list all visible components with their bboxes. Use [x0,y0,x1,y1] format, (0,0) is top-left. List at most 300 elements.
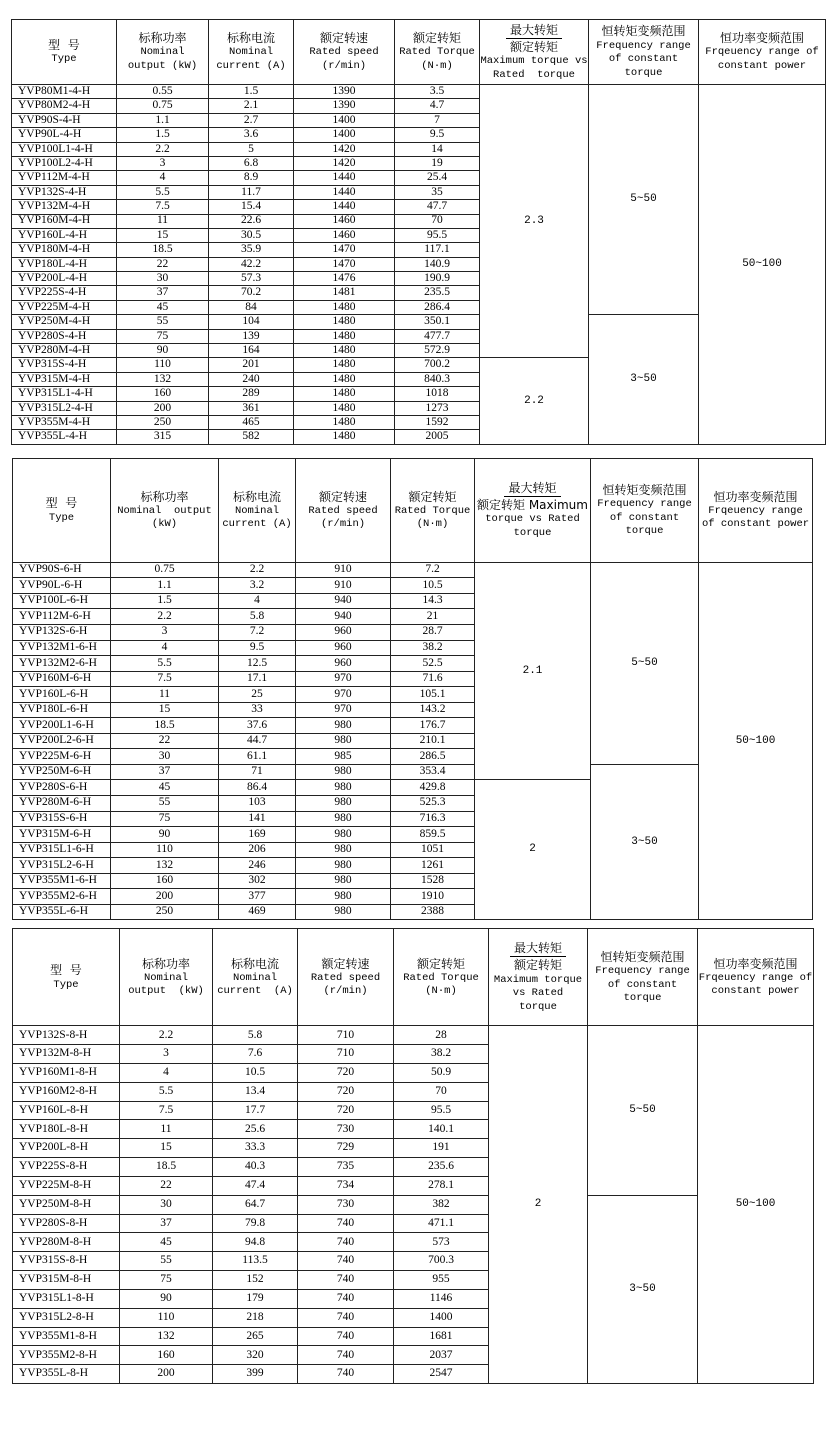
column-header-line: Frequency range [595,964,690,977]
value-cell: 2.2 [120,1026,213,1045]
column-header-line: current (A) [216,60,286,73]
value-cell: 469 [219,904,296,920]
value-cell: 0.55 [117,85,209,99]
column-header-line: constant power [717,60,807,73]
value-cell: 95.5 [394,1101,489,1120]
model-cell: YVP132M2-6-H [13,656,111,672]
header-row [13,458,813,562]
value-cell: 71 [219,764,296,780]
model-cell: YVP160L-6-H [13,687,111,703]
value-cell: 730 [298,1120,394,1139]
value-cell: 3.6 [209,128,294,142]
value-cell: 2037 [394,1346,489,1365]
value-cell: 5.5 [111,656,219,672]
value-cell: 382 [394,1195,489,1214]
model-cell: YVP280M-6-H [13,795,111,811]
column-header-line: Frequency range [596,39,691,52]
value-cell: 70 [394,1082,489,1101]
column-header-type [13,929,120,1026]
value-cell: 8.9 [209,171,294,185]
value-cell: 75 [117,329,209,343]
value-cell: 4 [120,1064,213,1083]
ratio-merged-cell: 2.2 [480,358,589,444]
value-cell: 1910 [391,889,475,905]
column-header-output [117,20,209,85]
value-cell: 18.5 [117,243,209,257]
value-cell: 9.5 [395,128,480,142]
value-cell: 1480 [294,300,395,314]
value-cell: 4 [219,593,296,609]
value-cell: 477.7 [395,329,480,343]
value-cell: 25.6 [213,1120,298,1139]
column-header-line: 标称电流 [226,31,275,46]
value-cell: 37.6 [219,718,296,734]
value-cell: 37 [120,1214,213,1233]
column-header-line: Rated speed [308,504,378,517]
column-header-line: 标称功率 [141,956,190,971]
value-cell: 55 [120,1252,213,1271]
value-cell: 18.5 [120,1158,213,1177]
value-cell: 113.5 [213,1252,298,1271]
value-cell: 1261 [391,858,475,874]
column-header-line: output (kW) [127,60,198,73]
value-cell: 11.7 [209,185,294,199]
value-cell: 1.1 [117,113,209,127]
column-header-line: Rated Torque [403,971,479,984]
const-power-merged-cell: 50~100 [699,562,813,920]
column-header-line: Frqeuency range of [705,46,819,59]
value-cell: 710 [298,1045,394,1064]
value-cell: 302 [219,873,296,889]
column-header-line: (kW) [151,518,178,531]
value-cell: 1470 [294,257,395,271]
value-cell: 0.75 [117,99,209,113]
value-cell: 960 [296,656,391,672]
value-cell: 1480 [294,401,395,415]
column-header-type [12,20,117,85]
model-cell: YVP355L-4-H [12,430,117,444]
column-header-line: of constant [607,978,678,991]
column-header-line: Type [51,53,77,66]
ratio-merged-cell: 2 [475,780,591,920]
value-cell: 960 [296,624,391,640]
value-cell: 40.3 [213,1158,298,1177]
column-header-speed [296,458,391,562]
model-cell: YVP200L-4-H [12,272,117,286]
column-header-output [111,458,219,562]
value-cell: 30.5 [209,228,294,242]
column-header-line: Rated Torque [394,504,471,517]
value-cell: 1420 [294,142,395,156]
model-cell: YVP200L-8-H [13,1139,120,1158]
model-cell: YVP355M1-8-H [13,1327,120,1346]
model-cell: YVP132S-8-H [13,1026,120,1045]
value-cell: 1476 [294,272,395,286]
column-header-line: Rated Torque [399,46,475,59]
value-cell: 160 [117,387,209,401]
value-cell: 265 [213,1327,298,1346]
value-cell: 200 [111,889,219,905]
value-cell: 980 [296,873,391,889]
value-cell: 729 [298,1139,394,1158]
value-cell: 2.2 [117,142,209,156]
column-header-current [209,20,294,85]
value-cell: 840.3 [395,372,480,386]
value-cell: 169 [219,827,296,843]
column-header-line: Rated torque [493,68,575,81]
value-cell: 37 [117,286,209,300]
column-header-line: torque [513,526,552,539]
value-cell: 1400 [394,1308,489,1327]
model-cell: YVP315M-8-H [13,1271,120,1290]
value-cell: 7 [395,113,480,127]
model-cell: YVP315S-4-H [12,358,117,372]
value-cell: 240 [209,372,294,386]
column-header-line: 标称功率 [138,31,187,46]
const-torque-merged-cell: 5~50 [591,562,699,764]
value-cell: 740 [298,1308,394,1327]
value-cell: 980 [296,780,391,796]
value-cell: 11 [120,1120,213,1139]
value-cell: 1400 [294,113,395,127]
value-cell: 110 [120,1308,213,1327]
model-cell: YVP160L-8-H [13,1101,120,1120]
value-cell: 1440 [294,171,395,185]
value-cell: 1480 [294,415,395,429]
value-cell: 1480 [294,387,395,401]
column-header-line: 标称电流 [230,956,279,971]
model-cell: YVP280M-8-H [13,1233,120,1252]
value-cell: 740 [298,1365,394,1384]
value-cell: 6.8 [209,156,294,170]
value-cell: 3 [117,156,209,170]
model-cell: YVP225M-8-H [13,1176,120,1195]
value-cell: 1460 [294,228,395,242]
model-cell: YVP90S-4-H [12,113,117,127]
model-cell: YVP315L2-6-H [13,858,111,874]
column-header-line: Nominal [228,46,274,59]
column-header-line: Maximum torque vs [480,55,588,68]
value-cell: 1420 [294,156,395,170]
value-cell: 55 [111,795,219,811]
value-cell: 143.2 [391,702,475,718]
column-header-ratio [475,458,591,562]
column-header-line: torque [623,992,662,1005]
column-header-ratio [489,929,588,1026]
value-cell: 37 [111,764,219,780]
value-cell: 33 [219,702,296,718]
const-torque-merged-cell: 5~50 [589,85,699,315]
column-header-line: Rated speed [310,971,381,984]
model-cell: YVP315S-6-H [13,811,111,827]
model-cell: YVP180L-4-H [12,257,117,271]
value-cell: 45 [111,780,219,796]
model-cell: YVP100L2-4-H [12,156,117,170]
value-cell: 320 [213,1346,298,1365]
value-cell: 160 [120,1346,213,1365]
column-header-line: Nominal [140,46,185,59]
model-cell: YVP100L1-4-H [12,142,117,156]
model-cell: YVP132M1-6-H [13,640,111,656]
datasheet-page [0,19,830,1429]
model-cell: YVP160M1-8-H [13,1064,120,1083]
value-cell: 15 [111,702,219,718]
value-cell: 33.3 [213,1139,298,1158]
value-cell: 980 [296,889,391,905]
value-cell: 2.7 [209,113,294,127]
column-header-const-power [699,20,826,85]
value-cell: 15.4 [209,200,294,214]
value-cell: 1440 [294,185,395,199]
table-row [13,764,813,780]
model-cell: YVP315M-4-H [12,372,117,386]
value-cell: 465 [209,415,294,429]
value-cell: 5 [209,142,294,156]
value-cell: 5.5 [120,1082,213,1101]
value-cell: 1480 [294,430,395,444]
model-cell: YVP250M-8-H [13,1195,120,1214]
value-cell: 47.7 [395,200,480,214]
value-cell: 132 [111,858,219,874]
column-header-const-torque [591,458,699,562]
model-cell: YVP315L1-4-H [12,387,117,401]
model-cell: YVP280S-4-H [12,329,117,343]
column-header-line: current (A) [217,985,293,998]
value-cell: 3 [120,1045,213,1064]
column-header-ratio [480,20,589,85]
value-cell: 720 [298,1082,394,1101]
column-header-line: 型 号 [48,38,80,53]
spec-table-4-pole [11,19,826,445]
value-cell: 45 [120,1233,213,1252]
value-cell: 179 [213,1289,298,1308]
value-cell: 7.5 [117,200,209,214]
value-cell: 139 [209,329,294,343]
column-header-line: 额定转速 [318,489,367,504]
column-header-line: (r/min) [323,985,368,998]
model-cell: YVP225S-4-H [12,286,117,300]
value-cell: 79.8 [213,1214,298,1233]
column-header-line: 额定转速 [319,31,368,46]
column-header-line: of constant power [701,518,810,531]
value-cell: 19 [395,156,480,170]
value-cell: 5.5 [117,185,209,199]
value-cell: 84 [209,300,294,314]
value-cell: 9.5 [219,640,296,656]
column-header-line: (r/min) [320,518,366,531]
column-header-line: 额定转矩 [412,31,461,46]
value-cell: 910 [296,578,391,594]
column-header-line: constant power [711,985,800,998]
value-cell: 1481 [294,286,395,300]
value-cell: 50.9 [394,1064,489,1083]
value-cell: 235.5 [395,286,480,300]
value-cell: 132 [120,1327,213,1346]
model-cell: YVP180M-4-H [12,243,117,257]
value-cell: 2547 [394,1365,489,1384]
value-cell: 38.2 [394,1045,489,1064]
value-cell: 910 [296,562,391,578]
value-cell: 190.9 [395,272,480,286]
model-cell: YVP225M-6-H [13,749,111,765]
value-cell: 980 [296,827,391,843]
value-cell: 55 [117,315,209,329]
value-cell: 980 [296,811,391,827]
value-cell: 1480 [294,329,395,343]
value-cell: 582 [209,430,294,444]
column-header-line: 额定转矩 Maximum [477,498,588,513]
model-cell: YVP225S-8-H [13,1158,120,1177]
model-cell: YVP280S-8-H [13,1214,120,1233]
table-row [13,562,813,578]
value-cell: 64.7 [213,1195,298,1214]
value-cell: 94.8 [213,1233,298,1252]
const-torque-merged-cell: 3~50 [591,764,699,919]
ratio-merged-cell: 2.1 [475,562,591,780]
value-cell: 70 [395,214,480,228]
value-cell: 235.6 [394,1158,489,1177]
value-cell: 1480 [294,315,395,329]
value-cell: 740 [298,1289,394,1308]
value-cell: 250 [111,904,219,920]
model-cell: YVP315L2-8-H [13,1308,120,1327]
column-header-line: 恒转矩变频范围 [600,949,685,964]
value-cell: 716.3 [391,811,475,827]
model-cell: YVP280M-4-H [12,344,117,358]
value-cell: 286.5 [391,749,475,765]
value-cell: 1480 [294,358,395,372]
value-cell: 42.2 [209,257,294,271]
value-cell: 2005 [395,430,480,444]
value-cell: 86.4 [219,780,296,796]
value-cell: 1480 [294,344,395,358]
table-row [13,1195,814,1214]
column-header-line: (N·m) [425,985,457,998]
model-cell: YVP132S-4-H [12,185,117,199]
value-cell: 1.5 [209,85,294,99]
column-header-line: vs Rated [512,987,564,1000]
value-cell: 200 [117,401,209,415]
value-cell: 471.1 [394,1214,489,1233]
column-header-line: 标称功率 [140,489,189,504]
value-cell: 141 [219,811,296,827]
value-cell: 740 [298,1233,394,1252]
value-cell: 573 [394,1233,489,1252]
value-cell: 1.5 [117,128,209,142]
value-cell: 3 [111,624,219,640]
value-cell: 140.9 [395,257,480,271]
column-header-torque [394,929,489,1026]
ratio-merged-cell: 2.3 [480,85,589,358]
value-cell: 970 [296,687,391,703]
column-header-line: torque [519,1000,557,1013]
column-header-line: 额定转速 [321,956,370,971]
value-cell: 14.3 [391,593,475,609]
model-cell: YVP225M-4-H [12,300,117,314]
column-header-line: 恒转矩变频范围 [602,482,687,497]
value-cell: 1460 [294,214,395,228]
value-cell: 1018 [395,387,480,401]
column-header-line: of constant [609,511,680,524]
column-header-line: 标称电流 [232,489,281,504]
value-cell: 246 [219,858,296,874]
value-cell: 104 [209,315,294,329]
value-cell: 3.5 [395,85,480,99]
value-cell: 14 [395,142,480,156]
value-cell: 28.7 [391,624,475,640]
model-cell: YVP160M-4-H [12,214,117,228]
value-cell: 700.2 [395,358,480,372]
model-cell: YVP315M-6-H [13,827,111,843]
value-cell: 75 [111,811,219,827]
column-header-line: Type [53,978,79,991]
value-cell: 740 [298,1214,394,1233]
value-cell: 15 [117,228,209,242]
column-header-speed [294,20,395,85]
value-cell: 399 [213,1365,298,1384]
column-header-line: 最大转矩 [475,480,590,497]
value-cell: 1146 [394,1289,489,1308]
model-cell: YVP100L-6-H [13,593,111,609]
value-cell: 740 [298,1327,394,1346]
value-cell: 377 [219,889,296,905]
value-cell: 955 [394,1271,489,1290]
column-header-line: torque [624,66,663,79]
column-header-output [120,929,213,1026]
value-cell: 160 [111,873,219,889]
value-cell: 103 [219,795,296,811]
column-header-line: Frqeuency range of [698,971,813,984]
value-cell: 859.5 [391,827,475,843]
const-torque-merged-cell: 3~50 [589,315,699,445]
value-cell: 980 [296,764,391,780]
value-cell: 1390 [294,99,395,113]
column-header-line: Frequency range [597,497,692,510]
column-header-line: output (kW) [128,985,204,998]
value-cell: 22 [111,733,219,749]
value-cell: 5.8 [219,609,296,625]
value-cell: 18.5 [111,718,219,734]
column-header-line: 额定转矩 [509,39,558,54]
value-cell: 176.7 [391,718,475,734]
value-cell: 700.3 [394,1252,489,1271]
model-cell: YVP80M2-4-H [12,99,117,113]
model-cell: YVP132M-4-H [12,200,117,214]
value-cell: 152 [213,1271,298,1290]
value-cell: 12.5 [219,656,296,672]
value-cell: 1440 [294,200,395,214]
value-cell: 1390 [294,85,395,99]
model-cell: YVP355L-8-H [13,1365,120,1384]
value-cell: 30 [117,272,209,286]
column-header-line: 最大转矩 [480,22,588,39]
value-cell: 980 [296,858,391,874]
column-header-torque [391,458,475,562]
column-header-line: Nominal output [117,504,212,517]
column-header-line: Rated speed [309,46,379,59]
value-cell: 95.5 [395,228,480,242]
value-cell: 1.1 [111,578,219,594]
value-cell: 1051 [391,842,475,858]
value-cell: 985 [296,749,391,765]
value-cell: 38.2 [391,640,475,656]
value-cell: 1273 [395,401,480,415]
value-cell: 35 [395,185,480,199]
model-cell: YVP180L-8-H [13,1120,120,1139]
model-cell: YVP315L1-6-H [13,842,111,858]
value-cell: 218 [213,1308,298,1327]
value-cell: 7.5 [120,1101,213,1120]
